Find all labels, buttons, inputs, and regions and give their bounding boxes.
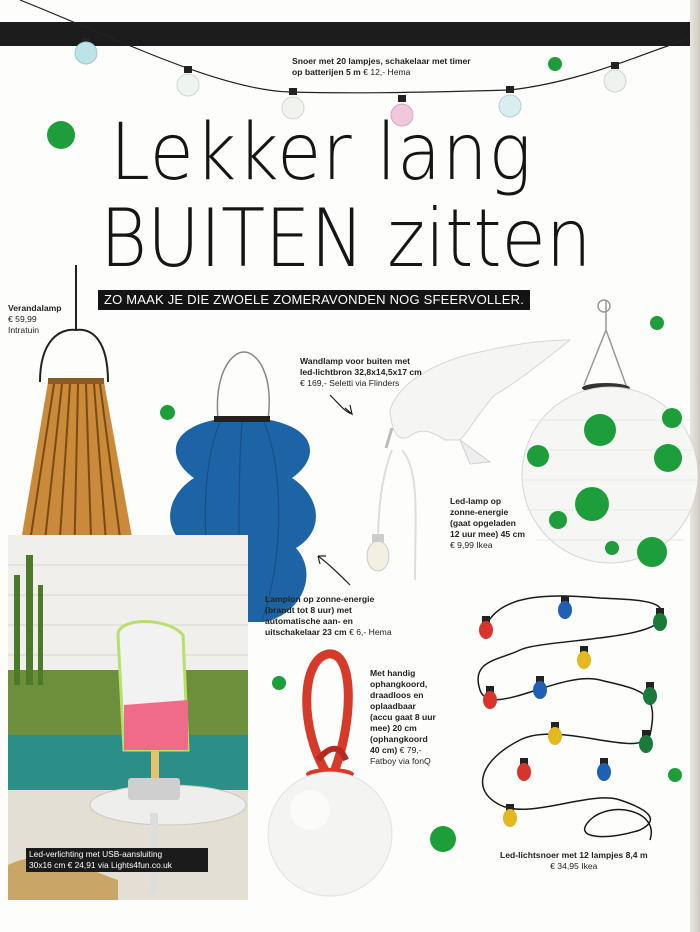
caption-line: Wandlamp voor buiten met bbox=[300, 356, 410, 366]
caption-line: Lampion op zonne-energie bbox=[265, 594, 375, 604]
caption-line: draadloos en bbox=[370, 690, 424, 700]
price: € 34,95 Ikea bbox=[550, 861, 598, 871]
caption-line: led-lichtbron 32,8x14,5x17 cm bbox=[300, 367, 422, 377]
decor-dot bbox=[668, 768, 682, 782]
caption-line: (accu gaat 8 uur bbox=[370, 712, 436, 722]
price: € 79,- bbox=[399, 745, 422, 755]
caption-line: Led-verlichting met USB-aansluiting bbox=[29, 849, 163, 859]
dotted-globe-lamp bbox=[522, 300, 698, 567]
caption-line: Met handig bbox=[370, 668, 416, 678]
product-name: Verandalamp bbox=[8, 303, 62, 313]
headline-line1: Lekker lang bbox=[110, 108, 533, 198]
caption-snoer bbox=[292, 56, 471, 78]
light-string-wire bbox=[20, 0, 690, 93]
caption-lampion bbox=[265, 594, 392, 638]
decor-dot bbox=[47, 121, 75, 149]
caption-line: 30x16 cm € 24,91 via Lights4fun.co.uk bbox=[29, 860, 172, 870]
price: € 12,- Hema bbox=[363, 67, 411, 77]
price: € 59,99 bbox=[8, 314, 37, 324]
decor-dot bbox=[430, 826, 456, 852]
caption-ledlamp bbox=[450, 496, 525, 551]
caption-line: 40 cm) bbox=[370, 745, 398, 755]
price: € 6,- Hema bbox=[349, 627, 392, 637]
price: € 9,99 Ikea bbox=[450, 540, 493, 550]
shop: Fatboy via fonQ bbox=[370, 756, 431, 766]
arrow-icon bbox=[330, 395, 352, 414]
price: € 169,- Seletti via Flinders bbox=[300, 378, 400, 388]
caption-line: mee) 20 cm bbox=[370, 723, 417, 733]
caption-line: Led-lamp op bbox=[450, 496, 502, 506]
caption-verandalamp bbox=[8, 303, 62, 336]
caption-line: (gaat opgeladen bbox=[450, 518, 516, 528]
subtitle-bar: ZO MAAK JE DIE ZWOELE ZOMERAVONDEN NOG SFEERVOLLER. bbox=[98, 290, 530, 310]
product-name: Led-lichtsnoer met 12 lampjes 8,4 m bbox=[500, 850, 648, 860]
decor-dot bbox=[272, 676, 286, 690]
caption-usb bbox=[26, 848, 208, 872]
caption-line: 12 uur mee) 45 cm bbox=[450, 529, 525, 539]
decor-dot bbox=[160, 405, 175, 420]
caption-line: (ophangkoord bbox=[370, 734, 428, 744]
caption-line: op batterijen 5 m bbox=[292, 67, 361, 77]
caption-line: oplaadbaar bbox=[370, 701, 416, 711]
caption-ophang bbox=[370, 668, 436, 767]
shop: Intratuin bbox=[8, 325, 40, 335]
caption-line: ophangkoord, bbox=[370, 679, 428, 689]
caption-line: automatische aan- en bbox=[265, 616, 353, 626]
photo-scene bbox=[8, 535, 248, 900]
headline-line2: BUITEN zitten bbox=[100, 192, 592, 285]
caption-wandlamp bbox=[300, 356, 422, 389]
popsicle-lamp-photo bbox=[8, 535, 248, 900]
led-string-lights bbox=[478, 596, 662, 840]
caption-line: (brandt tot 8 uur) met bbox=[265, 605, 352, 615]
decor-dot bbox=[548, 57, 562, 71]
caption-line: Snoer met 20 lampjes, schakelaar met timer bbox=[292, 56, 471, 66]
caption-line: uitschakelaar 23 cm bbox=[265, 627, 347, 637]
caption-lichtsnoer bbox=[500, 850, 648, 872]
caption-line: zonne-energie bbox=[450, 507, 509, 517]
arrow-icon bbox=[318, 556, 350, 585]
decor-dot bbox=[650, 316, 664, 330]
